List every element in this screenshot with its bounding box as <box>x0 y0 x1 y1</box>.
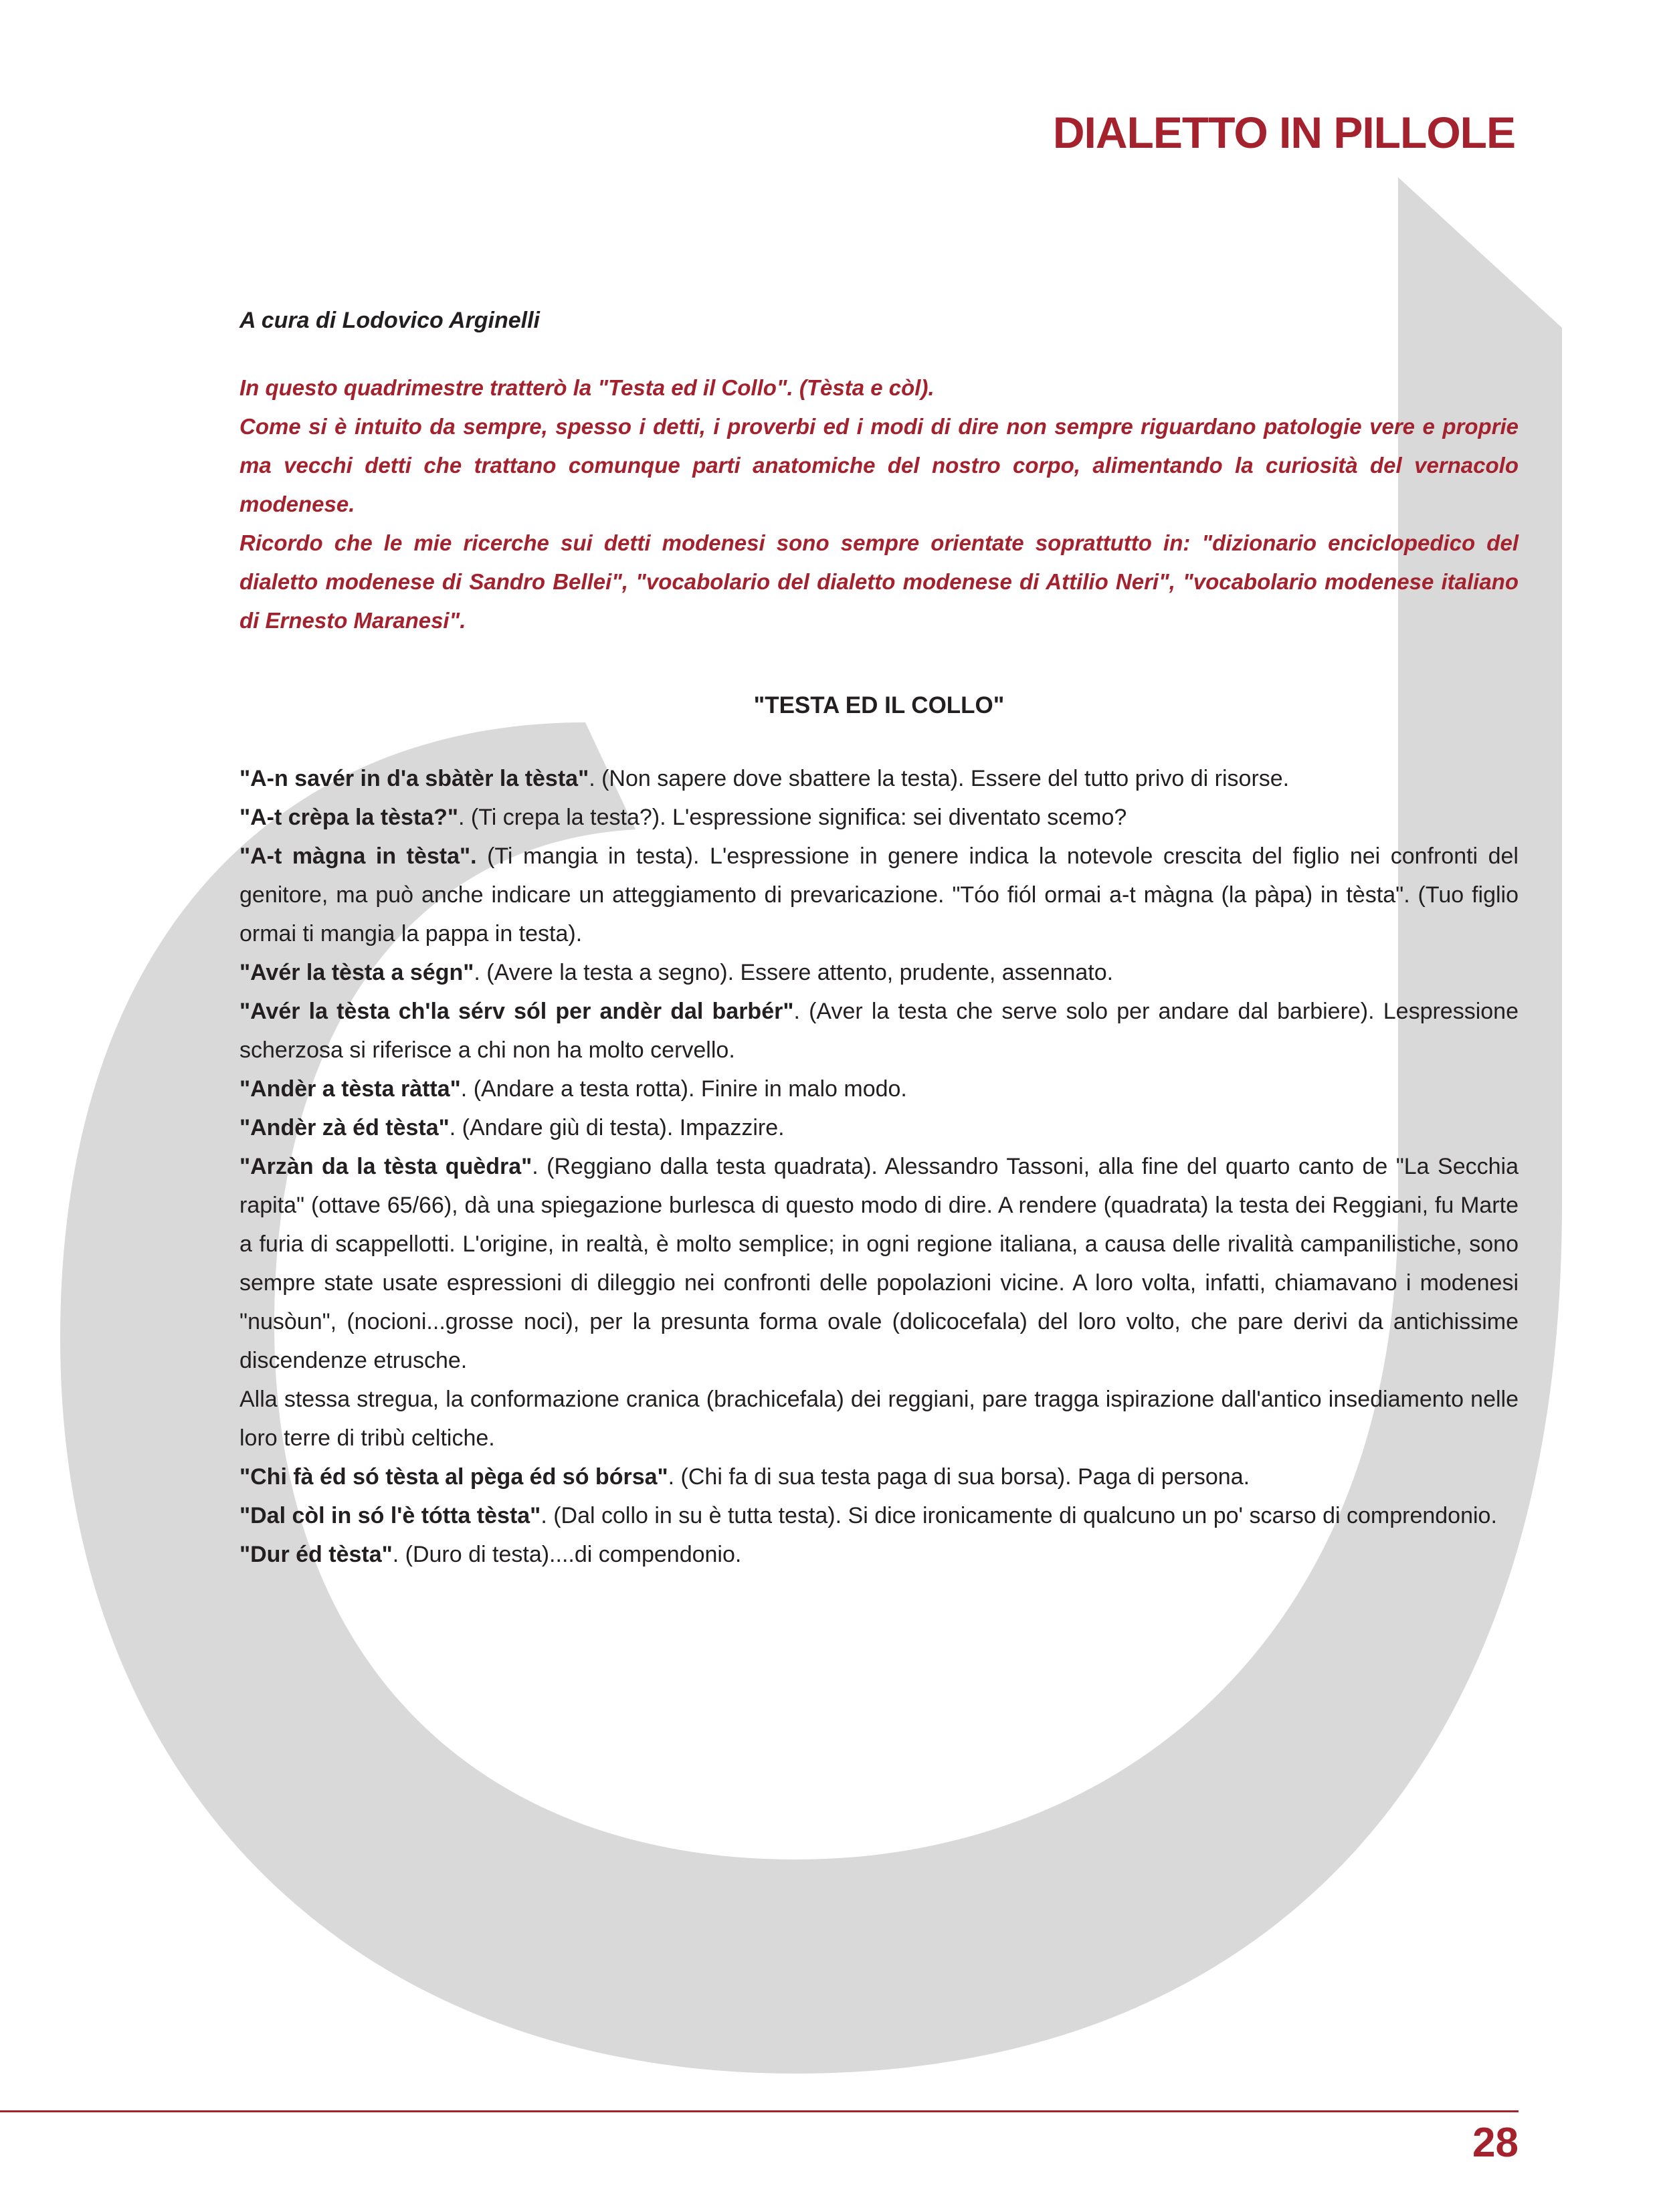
saying-entry <box>239 953 1519 992</box>
saying-explanation: . (Reggiano dalla testa quadrata). Alessandro Tassoni, alla fine del quarto canto de "La Secchia rapita" (ottave 65/66), dà una spiegazione burlesca di questo modo di dire. A rendere (quadrata) la testa dei Reggiani, fu Marte a furia di scappellotti. L'origine, in realtà, è molto semplice; in ogni regione italiana, a causa delle rivalità campanilistiche, sono sempre state usate espressioni di dileggio nei confronti delle popolazioni vicine. A loro volta, infatti, chiamavano i modenesi "nusòun", (nocioni...grosse noci), per la presunta forma ovale (dolicocefala) del loro volto, che pare derivi da antichissime discendenze etrusche. <box>239 1154 1519 1373</box>
saying-explanation: . (Andare a testa rotta). Finire in malo modo. <box>460 1076 907 1102</box>
saying-phrase: "Dal còl in só l'è tótta tèsta" <box>239 1503 541 1528</box>
saying-explanation: . (Non sapere dove sbattere la testa). Essere del tutto privo di risorse. <box>589 766 1290 791</box>
saying-explanation: . (Avere la testa a segno). Essere attento, prudente, assennato. <box>474 960 1114 985</box>
intro-paragraph: In questo quadrimestre tratterò la "Testa ed il Collo". (Tèsta e còl). <box>239 375 935 400</box>
author-line: A cura di Lodovico Arginelli <box>239 308 540 333</box>
saying-explanation: . (Chi fa di sua testa paga di sua borsa). Paga di persona. <box>668 1464 1250 1490</box>
saying-entry <box>239 992 1519 1070</box>
intro-paragraph: Come si è intuito da sempre, spesso i detti, i proverbi ed i modi di dire non sempre riguardano patologie vere e proprie ma vecchi detti che trattano comunque parti anatomiche del nostro corpo, alimentando la curiosità del vernacolo modenese. <box>239 414 1519 516</box>
saying-explanation: . (Ti crepa la testa?). L'espressione significa: sei diventato scemo? <box>458 805 1127 830</box>
saying-phrase: "Avér la tèsta a ségn" <box>239 960 474 985</box>
saying-entry <box>239 1535 1519 1574</box>
saying-entry <box>239 1496 1519 1535</box>
saying-entry <box>239 798 1519 837</box>
saying-phrase: "Avér la tèsta ch'la sérv sól per andèr dal barbér" <box>239 999 794 1024</box>
saying-phrase: "Dur éd tèsta" <box>239 1542 393 1567</box>
saying-continuation <box>239 1380 1519 1457</box>
saying-entry <box>239 1070 1519 1108</box>
saying-phrase: "Andèr a tèsta ràtta" <box>239 1076 461 1102</box>
saying-entry <box>239 1147 1519 1380</box>
saying-entry <box>239 759 1519 798</box>
saying-phrase: "Chi fà éd só tèsta al pèga éd só bórsa" <box>239 1464 668 1490</box>
saying-explanation: . (Andare giù di testa). Impazzire. <box>449 1115 785 1140</box>
sayings-list <box>239 759 1519 1574</box>
saying-explanation: Alla stessa stregua, la conformazione cranica (brachicefala) dei reggiani, pare tragga ispirazione dall'antico insediamento nelle loro terre di tribù celtiche. <box>239 1387 1519 1451</box>
saying-entry <box>239 1108 1519 1147</box>
saying-phrase: "Arzàn da la tèsta quèdra" <box>239 1154 532 1179</box>
saying-entry <box>239 837 1519 953</box>
footer-divider <box>0 2110 1519 2112</box>
intro-block <box>239 369 1519 640</box>
page-number: 28 <box>1472 2120 1519 2166</box>
saying-phrase: "A-n savér in d'a sbàtèr la tèsta" <box>239 766 589 791</box>
intro-paragraph: Ricordo che le mie ricerche sui detti modenesi sono sempre orientate soprattutto in: "dizionario enciclopedico del dialetto modenese di Sandro Bellei", "vocabolario del dialetto modenese di Attilio Neri", "vocabolario modenese italiano di Ernesto Maranesi". <box>239 530 1519 633</box>
article-body <box>239 308 1519 1574</box>
saying-entry <box>239 1457 1519 1496</box>
saying-explanation: . (Aver la testa che serve solo per andare dal barbiere). Lespressione scherzosa si riferisce a chi non ha molto cervello. <box>239 999 1519 1063</box>
saying-phrase: "Andèr zà éd tèsta" <box>239 1115 450 1140</box>
saying-explanation: . (Dal collo in su è tutta testa). Si dice ironicamente di qualcuno un po' scarso di comprendonio. <box>541 1503 1497 1528</box>
section-title: "TESTA ED IL COLLO" <box>753 692 1005 718</box>
saying-explanation: . (Duro di testa)....di compendonio. <box>392 1542 742 1567</box>
saying-phrase: "A-t crèpa la tèsta?" <box>239 805 459 830</box>
saying-explanation: (Ti mangia in testa). L'espressione in genere indica la notevole crescita del figlio nei confronti del genitore, ma può anche indicare un atteggiamento di prevaricazione. "Tóo fiól ormai a-t màgna (la pàpa) in tèsta". (Tuo figlio ormai ti mangia la pappa in testa). <box>239 843 1519 946</box>
saying-phrase: "A-t màgna in tèsta". <box>239 843 477 869</box>
page-title: DIALETTO IN PILLOLE <box>1052 108 1515 157</box>
